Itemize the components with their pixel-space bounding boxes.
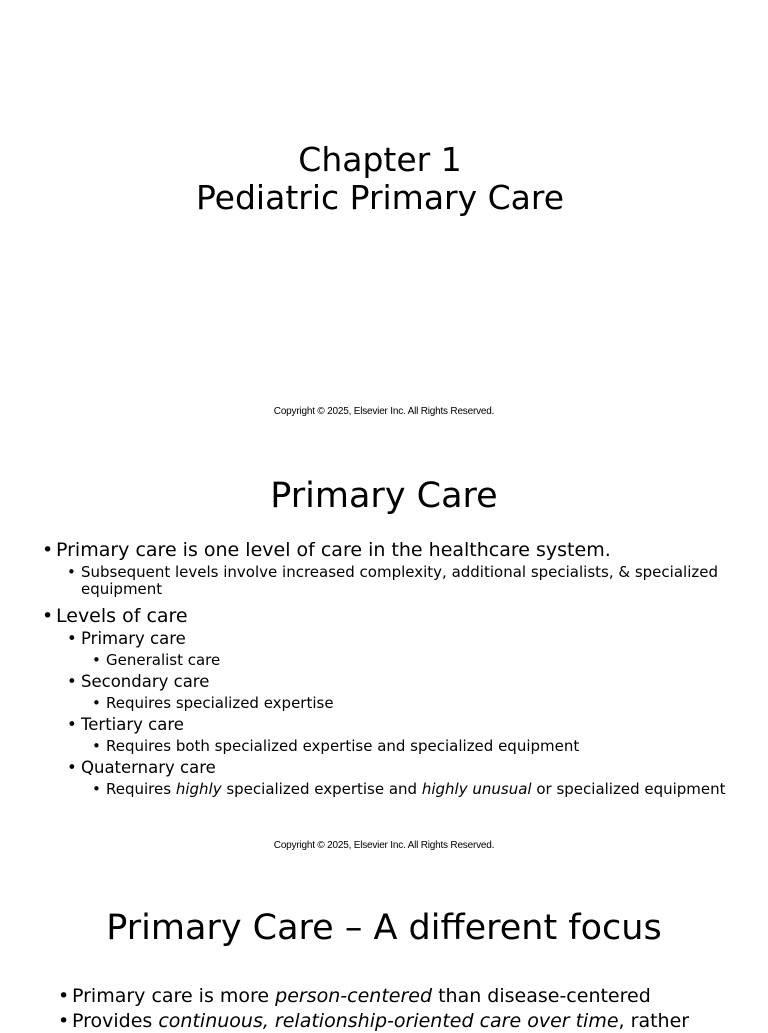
copyright-notice: Copyright © 2025, Elsevier Inc. All Rights Reserved. xyxy=(273,840,495,851)
chapter-number: Chapter 1 xyxy=(298,140,462,179)
bullet-icon: • xyxy=(92,651,101,669)
list-item xyxy=(42,604,742,628)
list-item xyxy=(42,780,742,798)
bullet-text: Requires highly specialized expertise and highly unusual or specialized equipment xyxy=(106,780,726,798)
bullet-text: Levels of care xyxy=(56,605,188,627)
bullet-text: Provides continuous, relationship-oriented care over time, rather xyxy=(72,1010,690,1032)
chapter-title xyxy=(0,141,760,217)
list-item xyxy=(42,628,742,650)
bullet-text: Generalist care xyxy=(106,651,221,669)
bullet-list xyxy=(58,980,748,1033)
list-item xyxy=(58,984,748,1008)
different-focus-slide xyxy=(0,868,768,1032)
list-item xyxy=(42,651,742,669)
bullet-text: Requires specialized expertise xyxy=(106,694,334,712)
list-item xyxy=(42,538,742,562)
title-slide xyxy=(0,0,768,434)
bullet-icon: • xyxy=(92,780,101,798)
bullet-text: Primary care is more person-centered than disease-centered xyxy=(72,985,651,1007)
slide-title: Primary Care xyxy=(270,476,498,516)
list-item xyxy=(42,737,742,755)
list-item xyxy=(42,564,742,598)
bullet-text: Primary care is one level of care in the healthcare system. xyxy=(56,539,611,561)
bullet-text: Subsequent levels involve increased complexity, additional specialists, & specialized equipment xyxy=(81,563,718,598)
bullet-icon: • xyxy=(58,1010,70,1032)
bullet-icon: • xyxy=(42,539,54,561)
primary-care-slide xyxy=(0,434,768,868)
bullet-icon: • xyxy=(67,563,76,581)
list-item xyxy=(42,694,742,712)
list-item xyxy=(42,757,742,779)
list-item xyxy=(42,714,742,736)
slide-title: Primary Care – A different focus xyxy=(106,908,662,948)
list-item xyxy=(42,671,742,693)
bullet-text: Tertiary care xyxy=(81,715,184,734)
chapter-name: Pediatric Primary Care xyxy=(195,178,565,217)
bullet-list xyxy=(42,534,742,800)
bullet-icon: • xyxy=(67,715,77,734)
bullet-text: Secondary care xyxy=(81,672,210,691)
bullet-icon: • xyxy=(67,672,77,691)
bullet-text: Primary care xyxy=(81,629,186,648)
copyright-notice: Copyright © 2025, Elsevier Inc. All Rights Reserved. xyxy=(273,406,495,417)
bullet-icon: • xyxy=(67,629,77,648)
bullet-icon: • xyxy=(67,758,77,777)
bullet-icon: • xyxy=(92,737,101,755)
bullet-icon: • xyxy=(42,605,54,627)
bullet-icon: • xyxy=(92,694,101,712)
bullet-text: Requires both specialized expertise and specialized equipment xyxy=(106,737,580,755)
bullet-icon: • xyxy=(58,985,70,1007)
bullet-text: Quaternary care xyxy=(81,758,216,777)
list-item xyxy=(58,1009,748,1033)
